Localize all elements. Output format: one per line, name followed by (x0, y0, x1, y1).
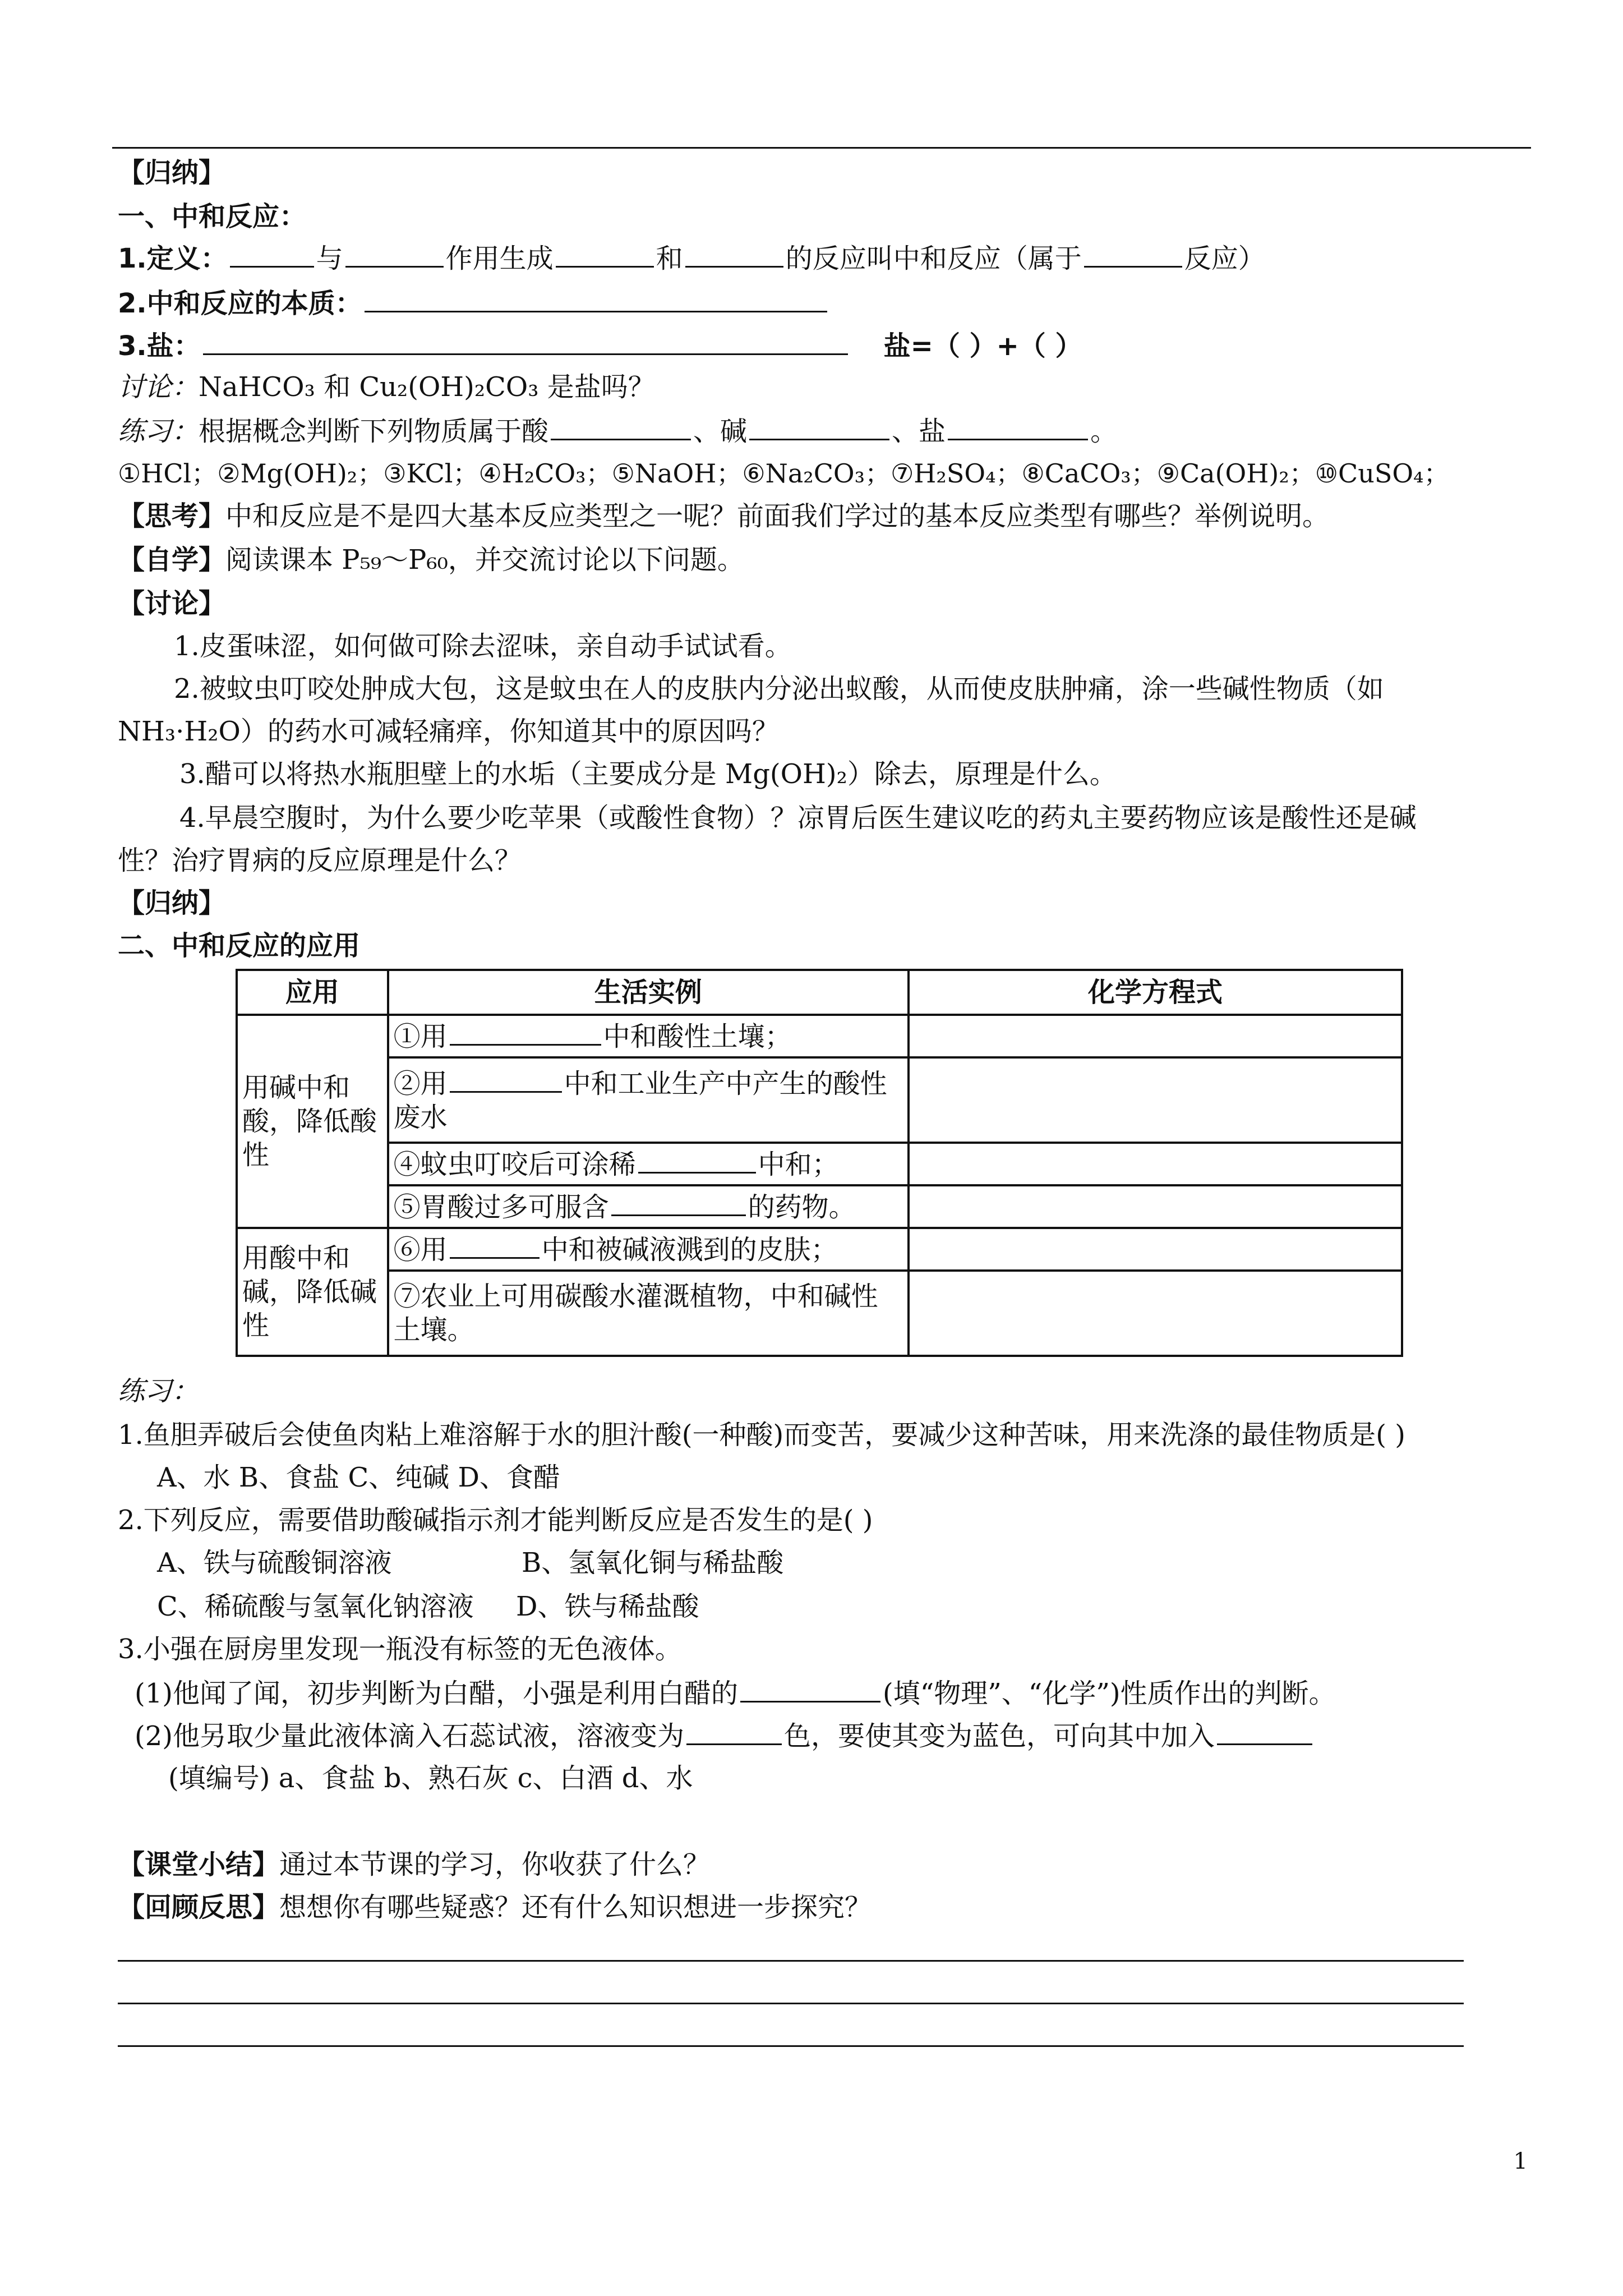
discussion-q2b: NH₃·H₂O）的药水可减轻痛痒，你知道其中的原因吗？ (118, 716, 779, 747)
blank-product-2[interactable] (685, 241, 783, 268)
blank-essence[interactable] (365, 286, 827, 312)
class-summary-line: 【课堂小结】通过本节课的学习，你收获了什么？ (118, 1849, 711, 1880)
exercise-q2-options-ab: A、铁与硫酸铜溶液 (157, 1547, 392, 1579)
group-base-neutralize-acid: 用碱中和酸，降低酸性 (237, 1015, 388, 1228)
equation-cell[interactable] (909, 1057, 1402, 1143)
summary-heading: 【归纳】 (118, 157, 226, 188)
essence-line: 2.中和反应的本质： (118, 286, 829, 320)
blank-salt-definition[interactable] (203, 329, 848, 355)
example-cell: ⑤胃酸过多可服含 的药物。 (388, 1185, 909, 1228)
think-line: 【思考】中和反应是不是四大基本反应类型之一呢？前面我们学过的基本反应类型有哪些？举例说明。 (118, 500, 1330, 532)
exercise-q3-2-options: (填编号) a、食盐 b、熟石灰 c、白酒 d、水 (168, 1763, 693, 1794)
discussion-q3: 3.醋可以将热水瓶胆壁上的水垢（主要成分是 Mg(OH)₂）除去，原理是什么。 (179, 758, 1117, 790)
example-cell: ⑦农业上可用碳酸水灌溉植物，中和碱性土壤。 (388, 1271, 909, 1356)
equation-cell[interactable] (909, 1228, 1402, 1271)
discussion-q4a: 4.早晨空腹时，为什么要少吃苹果（或酸性食物）？凉胃后医生建议吃的药丸主要药物应该是酸性还是碱 (179, 802, 1417, 834)
header-example: 生活实例 (388, 970, 909, 1015)
discussion-q1: 1.皮蛋味涩，如何做可除去涩味，亲自动手试试看。 (174, 631, 792, 662)
application-table (236, 969, 1403, 1357)
discussion-heading: 【讨论】 (118, 588, 226, 619)
section-title-application: 二、中和反应的应用 (118, 930, 361, 961)
header-application: 应用 (237, 970, 388, 1015)
equation-cell[interactable] (909, 1015, 1402, 1057)
example-cell: ①用 中和酸性土壤； (388, 1015, 909, 1057)
blank-reactant-2[interactable] (345, 241, 444, 268)
example-cell: ⑥用 中和被碱液溅到的皮肤； (388, 1228, 909, 1271)
exercise-label: 练习： (118, 1375, 199, 1407)
discussion-q4b: 性？治疗胃病的反应原理是什么？ (118, 845, 522, 876)
table-row (237, 1143, 1402, 1185)
blank-additive[interactable] (1217, 1719, 1312, 1745)
equation-cell[interactable] (909, 1185, 1402, 1228)
discuss-line: 讨论：NaHCO₃ 和 Cu₂(OH)₂CO₃ 是盐吗？ (118, 371, 655, 403)
exercise-q3-2: (2)他另取少量此液体滴入石蕊试液，溶液变为 色，要使其变为蓝色，可向其中加入 (135, 1719, 1315, 1753)
reflection-line: 【回顾反思】想想你有哪些疑惑？还有什么知识想进一步探究？ (118, 1892, 872, 1923)
page-number: 1 (1513, 2148, 1528, 2174)
exercise-q2: 2.下列反应，需要借助酸碱指示剂才能判断反应是否发生的是( ) (118, 1504, 873, 1536)
practice-line: 练习：根据概念判断下列物质属于酸 、碱 、盐 。 (118, 414, 1117, 448)
blank-bases[interactable] (749, 414, 889, 440)
exercise-q2-option-c: C、稀硫酸与氢氧化钠溶液 (157, 1591, 474, 1622)
exercise-q2-option-b: B、氢氧化铜与稀盐酸 (522, 1547, 784, 1579)
header-equation: 化学方程式 (909, 970, 1402, 1015)
table-row (237, 1228, 1402, 1271)
blank-property[interactable] (740, 1676, 880, 1703)
substance-list: ①HCl；②Mg(OH)₂；③KCl；④H₂CO₃；⑤NaOH；⑥Na₂CO₃；⑦H₂SO₄；⑧CaCO₃；⑨Ca(OH)₂；⑩CuSO₄； (118, 458, 1450, 489)
group-acid-neutralize-base: 用酸中和碱，降低碱性 (237, 1228, 388, 1356)
blank-product-1[interactable] (556, 241, 654, 268)
blank-salts[interactable] (948, 414, 1088, 440)
answer-line-3[interactable] (118, 2045, 1464, 2047)
table-header-row (237, 970, 1402, 1015)
section-title-neutralization: 一、中和反应： (118, 201, 307, 232)
top-rule (112, 147, 1531, 149)
summary2-heading: 【归纳】 (118, 887, 226, 919)
blank-stomach-medicine[interactable] (611, 1190, 746, 1216)
exercise-q2-option-d: D、铁与稀盐酸 (516, 1591, 699, 1622)
table-row (237, 1185, 1402, 1228)
blank-reactant-1[interactable] (230, 241, 314, 268)
exercise-q1: 1.鱼胆弄破后会使鱼肉粘上难溶解于水的胆汁酸(一种酸)而变苦，要减少这种苦味，用来洗涤的最佳物质是( ) (118, 1419, 1405, 1451)
blank-acids[interactable] (551, 414, 691, 440)
blank-industrial-base[interactable] (450, 1066, 562, 1093)
blank-soil-base[interactable] (450, 1019, 601, 1046)
blank-color[interactable] (686, 1719, 782, 1745)
equation-cell[interactable] (909, 1143, 1402, 1185)
discussion-q2a: 2.被蚊虫叮咬处肿成大包，这是蚊虫在人的皮肤内分泌出蚁酸，从而使皮肤肿痛，涂一些碱性物质（如 (174, 673, 1384, 705)
blank-reaction-type[interactable] (1084, 241, 1182, 268)
table-row (237, 1057, 1402, 1143)
blank-insect-bite[interactable] (638, 1147, 756, 1174)
salt-line: 3.盐： 盐=（ ）+（ ） (118, 329, 1082, 363)
example-cell: ②用 中和工业生产中产生的酸性废水 (388, 1057, 909, 1143)
selfstudy-line: 【自学】阅读课本 P₅₉～P₆₀，并交流讨论以下问题。 (118, 544, 744, 576)
definition-line: 1.定义： 与 作用生成 和 的反应叫中和反应（属于 反应） (118, 241, 1265, 275)
equation-cell[interactable] (909, 1271, 1402, 1356)
answer-line-1[interactable] (118, 1960, 1464, 1962)
exercise-q1-options: A、水 B、食盐 C、纯碱 D、食醋 (157, 1462, 560, 1493)
blank-skin-acid[interactable] (450, 1232, 540, 1259)
table-row (237, 1271, 1402, 1356)
table-row (237, 1015, 1402, 1057)
salt-formula: 盐=（ ）+（ ） (883, 330, 1082, 362)
example-cell: ④蚊虫叮咬后可涂稀 中和； (388, 1143, 909, 1185)
exercise-q3: 3.小强在厨房里发现一瓶没有标签的无色液体。 (118, 1634, 682, 1665)
answer-line-2[interactable] (118, 2003, 1464, 2004)
exercise-q3-1: (1)他闻了闻，初步判断为白醋，小强是利用白醋的 (填“物理”、“化学”)性质作出的判断。 (135, 1676, 1336, 1710)
